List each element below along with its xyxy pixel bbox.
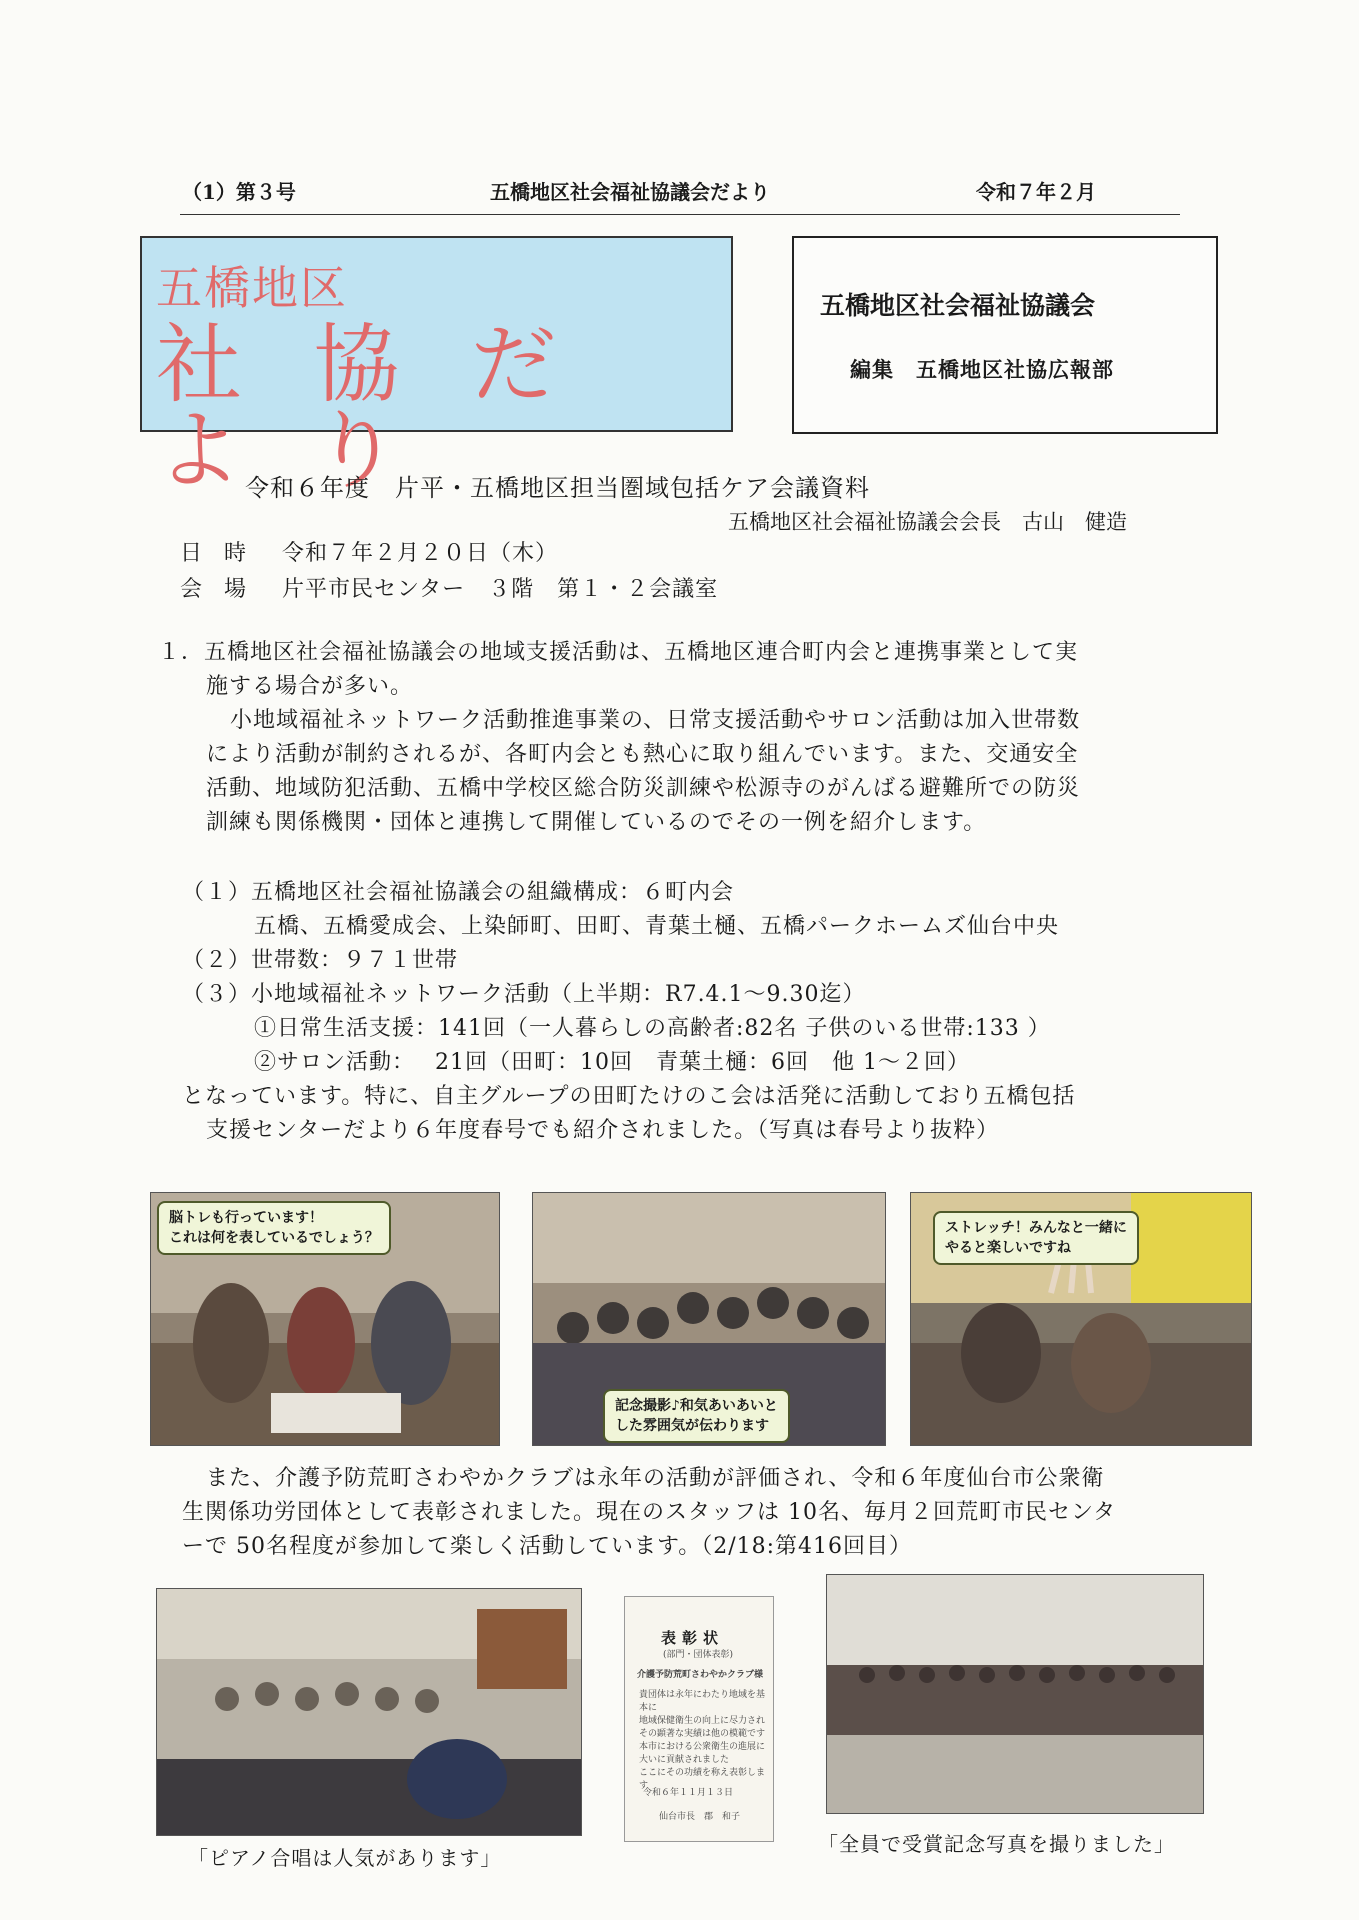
meeting-title: 令和６年度 片平・五橋地区担当圏域包括ケア会議資料 (245, 474, 870, 502)
editor-credit: 編集 五橋地区社協広報部 (850, 357, 1114, 382)
certificate-title: 表彰状 (661, 1629, 725, 1647)
organization-box (792, 236, 1218, 434)
masthead-line1: 五橋地区 (156, 261, 348, 315)
section2-line2: 生関係功労団体として表彰されました。現在のスタッフは 10名、毎月２回荒町市民センタ (182, 1500, 1117, 1525)
list-item-1: （１）五橋地区社会福祉協議会の組織構成：６町内会 (182, 880, 735, 905)
photo-stretch (910, 1192, 1252, 1446)
section1-line5: 活動、地域防犯活動、五橋中学校区総合防災訓練や松源寺のがんばる避難所での防災 (206, 776, 1081, 801)
caption-line: やると楽しいですね (945, 1240, 1071, 1256)
caption-line: これは何を表しているでしょう？ (169, 1230, 379, 1246)
venue-label: 会 場 (180, 577, 247, 602)
list-item-3: （３）小地域福祉ネットワーク活動（上半期：R7.4.1～9.30迄） (182, 982, 866, 1007)
photo-piano-chorus (156, 1588, 582, 1836)
photo-brain-training (150, 1192, 500, 1446)
caption-line: した雰囲気が伝わります (615, 1418, 769, 1434)
certificate-date: 令和６年１１月１３日 (643, 1788, 734, 1798)
section1-line1: １．五橋地区社会福祉協議会の地域支援活動は、五橋地区連合町内会と連携事業として実 (158, 640, 1079, 665)
presenter: 五橋地区社会福祉協議会会長 古山 健造 (728, 510, 1127, 534)
photo-brain-training-caption (157, 1201, 391, 1255)
group-photo-caption: 「全員で受賞記念写真を撮りました」 (818, 1832, 1175, 1856)
award-certificate (624, 1596, 774, 1842)
certificate-body-line: ここにその功績を称え表彰します (639, 1768, 766, 1791)
certificate-subtitle: (部門・団体表彰) (663, 1650, 734, 1660)
venue-value: 片平市民センター ３階 第１・２会議室 (282, 577, 719, 602)
section2-line1: また、介護予防荒町さわやかクラブは永年の活動が評価され、令和６年度仙台市公衆衛 (206, 1466, 1105, 1491)
list-item-2: （２）世帯数：９７１世帯 (182, 948, 459, 973)
certificate-signer: 仙台市長 郡 和子 (659, 1812, 741, 1822)
certificate-body-line: 大いに貢献されました (639, 1755, 730, 1765)
certificate-body-line: 地域保健衛生の向上に尽力され (639, 1716, 766, 1726)
list-after-line1: となっています。特に、自主グループの田町たけのこ会は活発に活動しており五橋包括 (182, 1084, 1076, 1109)
header-rule (180, 214, 1180, 215)
issue-date: 令和７年２月 (976, 180, 1096, 204)
list-item-3a: ①日常生活支援：141回（一人暮らしの高齢者:82名 子供のいる世帯:133 ） (254, 1016, 1051, 1041)
datetime-value: 令和７年２月２０日（木） (282, 541, 559, 566)
caption-line: 記念撮影♪和気あいあいと (615, 1398, 778, 1414)
certificate-recipient: 介護予防荒町さわやかクラブ様 (637, 1670, 764, 1680)
issue-number: （1）第３号 (182, 180, 296, 204)
certificate-body (639, 1689, 773, 1793)
photo-group-award-image (827, 1575, 1203, 1813)
photo-commemorative-caption (603, 1389, 790, 1443)
caption-line: 脳トレも行っています！ (169, 1210, 323, 1226)
photo-stretch-caption (933, 1211, 1139, 1265)
photo-piano-chorus-image (157, 1589, 581, 1835)
photo-commemorative (532, 1192, 886, 1446)
piano-photo-caption: 「ピアノ合唱は人気があります」 (188, 1846, 502, 1870)
datetime-label: 日 時 (180, 541, 247, 566)
certificate-body-line: 本市における公衆衛生の進展に (639, 1742, 766, 1752)
organization-name: 五橋地区社会福祉協議会 (820, 291, 1096, 320)
certificate-body-line: その顕著な実績は他の模範です (639, 1729, 766, 1739)
list-item-3b: ②サロン活動： 21回（田町：10回 青葉土樋：6回 他 1～２回） (254, 1050, 970, 1075)
caption-line: ストレッチ！みんなと一緒に (945, 1220, 1127, 1236)
section2-line3: ーで 50名程度が参加して楽しく活動しています。（2/18:第416回目） (182, 1534, 913, 1559)
list-after-line2: 支援センターだより６年度春号でも紹介されました。（写真は春号より抜粋） (206, 1118, 1000, 1143)
section1-line6: 訓練も関係機関・団体と連携して開催しているのでその一例を紹介します。 (206, 810, 987, 835)
list-item-1-sub: 五橋、五橋愛成会、上染師町、田町、青葉土樋、五橋パークホームズ仙台中央 (254, 914, 1060, 939)
masthead-line2: 社 協 だ よ り (156, 315, 579, 501)
section1-line3: 小地域福祉ネットワーク活動推進事業の、日常支援活動やサロン活動は加入世帯数 (230, 708, 1081, 733)
publication-name: 五橋地区社会福祉協議会だより (490, 180, 770, 204)
certificate-body-line: 貴団体は永年にわたり地域を基本に (639, 1690, 766, 1713)
photo-group-award (826, 1574, 1204, 1814)
section1-line4: により活動が制約されるが、各町内会とも熱心に取り組んでいます。また、交通安全 (206, 742, 1079, 767)
section1-line2: 施する場合が多い。 (206, 674, 414, 699)
